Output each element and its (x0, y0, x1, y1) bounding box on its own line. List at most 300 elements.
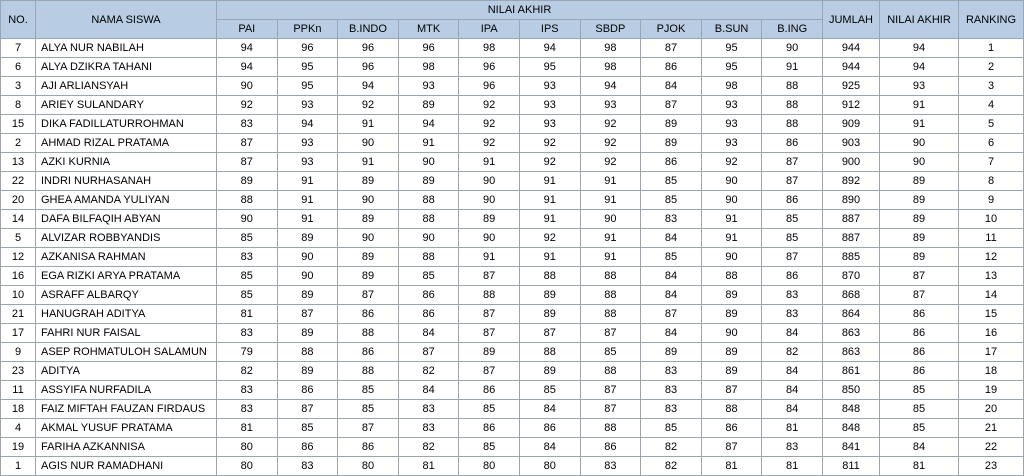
cell-nilai-sbdp: 85 (580, 343, 641, 362)
cell-no: 18 (1, 400, 36, 419)
cell-nilai-b-indo: 86 (338, 438, 399, 457)
cell-nilai-ips: 91 (519, 172, 580, 191)
cell-ranking: 13 (959, 267, 1024, 286)
cell-nilai-ipa: 92 (459, 134, 520, 153)
cell-no: 12 (1, 248, 36, 267)
cell-nilai-pjok: 89 (641, 134, 702, 153)
cell-jumlah: 887 (823, 210, 880, 229)
cell-no: 8 (1, 96, 36, 115)
cell-nilai-b-sun: 90 (701, 248, 762, 267)
cell-nilai-b-indo: 87 (338, 419, 399, 438)
cell-nilai-akhir: 90 (880, 153, 959, 172)
cell-jumlah: 944 (823, 58, 880, 77)
header-nilai-akhir-group: NILAI AKHIR (217, 1, 823, 20)
cell-no: 2 (1, 134, 36, 153)
cell-nilai-pai: 83 (217, 324, 278, 343)
cell-nilai-pai: 83 (217, 248, 278, 267)
cell-nama-siswa: HANUGRAH ADITYA (36, 305, 217, 324)
cell-ranking: 23 (959, 457, 1024, 476)
cell-ranking: 4 (959, 96, 1024, 115)
cell-nilai-mtk: 88 (398, 210, 459, 229)
cell-nilai-pai: 80 (217, 438, 278, 457)
cell-nilai-pjok: 83 (641, 400, 702, 419)
cell-nilai-sbdp: 91 (580, 229, 641, 248)
cell-nilai-mtk: 83 (398, 419, 459, 438)
cell-nilai-pai: 94 (217, 39, 278, 58)
cell-no: 13 (1, 153, 36, 172)
cell-nilai-ppkn: 93 (277, 134, 338, 153)
header-subject-bing: B.ING (762, 20, 823, 39)
cell-ranking: 17 (959, 343, 1024, 362)
cell-nilai-ppkn: 89 (277, 324, 338, 343)
header-subject-bindo: B.INDO (338, 20, 399, 39)
cell-no: 23 (1, 362, 36, 381)
cell-nilai-ipa: 92 (459, 96, 520, 115)
cell-nilai-sbdp: 98 (580, 58, 641, 77)
table-row (1, 248, 1024, 267)
cell-nilai-b-sun: 98 (701, 77, 762, 96)
cell-nilai-b-sun: 81 (701, 457, 762, 476)
cell-no: 21 (1, 305, 36, 324)
cell-nilai-pjok: 83 (641, 362, 702, 381)
cell-ranking: 16 (959, 324, 1024, 343)
cell-nilai-akhir: 91 (880, 96, 959, 115)
table-row (1, 229, 1024, 248)
cell-nilai-b-indo: 96 (338, 39, 399, 58)
cell-no: 7 (1, 39, 36, 58)
cell-nilai-ips: 95 (519, 58, 580, 77)
cell-nilai-b-sun: 90 (701, 172, 762, 191)
cell-nilai-akhir: 91 (880, 115, 959, 134)
cell-nilai-ips: 88 (519, 267, 580, 286)
cell-nilai-pai: 80 (217, 457, 278, 476)
header-subject-bsun: B.SUN (701, 20, 762, 39)
cell-nilai-b-indo: 80 (338, 457, 399, 476)
cell-ranking: 6 (959, 134, 1024, 153)
cell-nilai-ipa: 87 (459, 305, 520, 324)
cell-nilai-pjok: 84 (641, 267, 702, 286)
cell-nilai-b-indo: 91 (338, 153, 399, 172)
table-row (1, 400, 1024, 419)
cell-nilai-ppkn: 89 (277, 362, 338, 381)
cell-nilai-b-indo: 90 (338, 229, 399, 248)
cell-nilai-ipa: 90 (459, 229, 520, 248)
cell-no: 1 (1, 457, 36, 476)
cell-ranking: 8 (959, 172, 1024, 191)
cell-no: 3 (1, 77, 36, 96)
header-ranking: RANKING (959, 1, 1024, 39)
cell-nilai-b-ing: 84 (762, 400, 823, 419)
cell-nama-siswa: GHEA AMANDA YULIYAN (36, 191, 217, 210)
cell-nama-siswa: ARIEY SULANDARY (36, 96, 217, 115)
table-row (1, 153, 1024, 172)
cell-nilai-akhir: 86 (880, 362, 959, 381)
table-row (1, 343, 1024, 362)
header-nama-siswa: NAMA SISWA (36, 1, 217, 39)
header-subject-pai: PAI (217, 20, 278, 39)
cell-nilai-b-indo: 89 (338, 172, 399, 191)
cell-nilai-b-ing: 88 (762, 77, 823, 96)
cell-nilai-b-sun: 88 (701, 267, 762, 286)
cell-nilai-ipa: 88 (459, 286, 520, 305)
cell-nilai-b-indo: 94 (338, 77, 399, 96)
cell-nilai-pjok: 89 (641, 343, 702, 362)
cell-no: 20 (1, 191, 36, 210)
cell-nilai-ipa: 80 (459, 457, 520, 476)
cell-nilai-b-sun: 92 (701, 153, 762, 172)
cell-nilai-b-ing: 84 (762, 362, 823, 381)
cell-no: 6 (1, 58, 36, 77)
cell-nama-siswa: DIKA FADILLATURROHMAN (36, 115, 217, 134)
cell-nilai-ppkn: 91 (277, 172, 338, 191)
cell-nilai-akhir: 84 (880, 438, 959, 457)
cell-nilai-akhir: 85 (880, 400, 959, 419)
cell-nilai-ips: 89 (519, 362, 580, 381)
cell-nilai-pai: 90 (217, 77, 278, 96)
table-body (1, 39, 1024, 476)
cell-nilai-sbdp: 87 (580, 400, 641, 419)
cell-jumlah: 841 (823, 438, 880, 457)
cell-nilai-pjok: 83 (641, 381, 702, 400)
cell-nilai-ppkn: 90 (277, 248, 338, 267)
cell-nilai-b-ing: 87 (762, 248, 823, 267)
cell-nilai-ppkn: 87 (277, 305, 338, 324)
header-subject-sbdp: SBDP (580, 20, 641, 39)
cell-no: 14 (1, 210, 36, 229)
cell-no: 5 (1, 229, 36, 248)
cell-nilai-pjok: 85 (641, 419, 702, 438)
cell-nilai-pjok: 84 (641, 286, 702, 305)
cell-nilai-mtk: 89 (398, 172, 459, 191)
cell-nilai-b-indo: 86 (338, 343, 399, 362)
cell-nilai-pai: 87 (217, 153, 278, 172)
cell-nilai-mtk: 82 (398, 438, 459, 457)
cell-nilai-ppkn: 96 (277, 39, 338, 58)
cell-nilai-ips: 91 (519, 248, 580, 267)
cell-ranking: 3 (959, 77, 1024, 96)
cell-nilai-pjok: 85 (641, 191, 702, 210)
cell-nilai-mtk: 90 (398, 153, 459, 172)
cell-nama-siswa: AJI ARLIANSYAH (36, 77, 217, 96)
cell-nilai-pai: 83 (217, 381, 278, 400)
table-row (1, 77, 1024, 96)
cell-nilai-ips: 84 (519, 438, 580, 457)
cell-no: 4 (1, 419, 36, 438)
cell-nilai-pjok: 86 (641, 153, 702, 172)
cell-nilai-b-sun: 93 (701, 115, 762, 134)
cell-nilai-ppkn: 95 (277, 58, 338, 77)
cell-nilai-sbdp: 92 (580, 115, 641, 134)
cell-nilai-pjok: 89 (641, 115, 702, 134)
cell-nilai-akhir: 87 (880, 267, 959, 286)
cell-nama-siswa: INDRI NURHASANAH (36, 172, 217, 191)
cell-nilai-pai: 83 (217, 115, 278, 134)
cell-nilai-b-ing: 81 (762, 457, 823, 476)
cell-ranking: 1 (959, 39, 1024, 58)
cell-nilai-mtk: 89 (398, 96, 459, 115)
cell-nilai-ipa: 96 (459, 58, 520, 77)
cell-nilai-ppkn: 91 (277, 210, 338, 229)
cell-nilai-mtk: 91 (398, 134, 459, 153)
cell-ranking: 18 (959, 362, 1024, 381)
cell-nilai-pai: 85 (217, 286, 278, 305)
cell-nilai-ppkn: 95 (277, 77, 338, 96)
cell-nilai-mtk: 81 (398, 457, 459, 476)
cell-nilai-b-sun: 90 (701, 191, 762, 210)
cell-nilai-b-ing: 88 (762, 96, 823, 115)
cell-nilai-b-ing: 83 (762, 305, 823, 324)
cell-ranking: 10 (959, 210, 1024, 229)
cell-jumlah: 944 (823, 39, 880, 58)
cell-jumlah: 892 (823, 172, 880, 191)
cell-nilai-sbdp: 90 (580, 210, 641, 229)
cell-nilai-sbdp: 88 (580, 362, 641, 381)
cell-nilai-sbdp: 94 (580, 77, 641, 96)
cell-nilai-pjok: 84 (641, 77, 702, 96)
cell-nilai-akhir: 94 (880, 58, 959, 77)
cell-nilai-mtk: 87 (398, 343, 459, 362)
cell-jumlah: 887 (823, 229, 880, 248)
cell-nama-siswa: ASSYIFA NURFADILA (36, 381, 217, 400)
cell-nilai-ppkn: 93 (277, 96, 338, 115)
table-row (1, 134, 1024, 153)
cell-nilai-b-sun: 87 (701, 438, 762, 457)
cell-nilai-sbdp: 86 (580, 438, 641, 457)
cell-jumlah: 848 (823, 419, 880, 438)
cell-nilai-pai: 82 (217, 362, 278, 381)
cell-nilai-mtk: 90 (398, 229, 459, 248)
cell-nilai-b-sun: 90 (701, 324, 762, 343)
cell-nilai-b-ing: 88 (762, 115, 823, 134)
cell-nilai-ips: 92 (519, 153, 580, 172)
cell-nilai-sbdp: 88 (580, 305, 641, 324)
cell-nilai-ips: 88 (519, 343, 580, 362)
cell-nilai-b-indo: 90 (338, 191, 399, 210)
header-subject-pjok: PJOK (641, 20, 702, 39)
cell-nilai-mtk: 86 (398, 305, 459, 324)
cell-nilai-b-indo: 96 (338, 58, 399, 77)
cell-nilai-b-indo: 92 (338, 96, 399, 115)
cell-nilai-ipa: 85 (459, 438, 520, 457)
table-row (1, 362, 1024, 381)
table-header (1, 1, 1024, 39)
cell-nilai-ppkn: 86 (277, 438, 338, 457)
cell-ranking: 2 (959, 58, 1024, 77)
cell-nilai-b-ing: 87 (762, 153, 823, 172)
table-row (1, 324, 1024, 343)
cell-nilai-b-ing: 84 (762, 324, 823, 343)
cell-nilai-akhir: 89 (880, 229, 959, 248)
cell-nilai-pjok: 84 (641, 229, 702, 248)
cell-no: 15 (1, 115, 36, 134)
cell-nilai-ips: 93 (519, 96, 580, 115)
cell-nilai-ipa: 87 (459, 267, 520, 286)
cell-nilai-akhir: 89 (880, 172, 959, 191)
header-subject-mtk: MTK (398, 20, 459, 39)
cell-nilai-b-sun: 88 (701, 400, 762, 419)
cell-jumlah: 863 (823, 324, 880, 343)
cell-no: 10 (1, 286, 36, 305)
cell-nilai-b-ing: 83 (762, 438, 823, 457)
cell-nilai-pai: 88 (217, 191, 278, 210)
cell-nilai-b-sun: 93 (701, 96, 762, 115)
cell-nilai-sbdp: 91 (580, 191, 641, 210)
cell-nilai-pai: 92 (217, 96, 278, 115)
cell-jumlah: 870 (823, 267, 880, 286)
cell-nilai-ipa: 89 (459, 343, 520, 362)
cell-nama-siswa: FARIHA AZKANNISA (36, 438, 217, 457)
cell-nilai-b-ing: 90 (762, 39, 823, 58)
cell-nilai-pai: 94 (217, 58, 278, 77)
cell-nama-siswa: EGA RIZKI ARYA PRATAMA (36, 267, 217, 286)
cell-nilai-akhir: 86 (880, 305, 959, 324)
cell-nilai-b-ing: 86 (762, 134, 823, 153)
cell-nama-siswa: DAFA BILFAQIH ABYAN (36, 210, 217, 229)
cell-ranking: 12 (959, 248, 1024, 267)
cell-nilai-ips: 92 (519, 229, 580, 248)
cell-nilai-sbdp: 93 (580, 96, 641, 115)
cell-nilai-akhir: 81 (880, 457, 959, 476)
cell-nilai-sbdp: 83 (580, 457, 641, 476)
cell-no: 16 (1, 267, 36, 286)
cell-nilai-b-ing: 86 (762, 191, 823, 210)
cell-nama-siswa: AKMAL YUSUF PRATAMA (36, 419, 217, 438)
cell-nilai-b-indo: 87 (338, 286, 399, 305)
cell-nilai-pai: 90 (217, 210, 278, 229)
cell-jumlah: 900 (823, 153, 880, 172)
cell-nilai-pai: 81 (217, 305, 278, 324)
cell-nilai-b-ing: 85 (762, 210, 823, 229)
cell-nilai-pai: 79 (217, 343, 278, 362)
cell-nilai-ips: 93 (519, 77, 580, 96)
cell-nilai-sbdp: 87 (580, 381, 641, 400)
cell-nilai-mtk: 93 (398, 77, 459, 96)
cell-no: 9 (1, 343, 36, 362)
cell-jumlah: 868 (823, 286, 880, 305)
cell-nilai-pjok: 86 (641, 58, 702, 77)
cell-nilai-ips: 84 (519, 400, 580, 419)
cell-nilai-mtk: 82 (398, 362, 459, 381)
cell-nilai-mtk: 85 (398, 267, 459, 286)
table-row (1, 286, 1024, 305)
cell-jumlah: 912 (823, 96, 880, 115)
cell-nama-siswa: ALYA NUR NABILAH (36, 39, 217, 58)
cell-nilai-b-sun: 86 (701, 419, 762, 438)
cell-nilai-mtk: 86 (398, 286, 459, 305)
cell-nilai-mtk: 88 (398, 248, 459, 267)
cell-nilai-b-ing: 91 (762, 58, 823, 77)
header-jumlah: JUMLAH (823, 1, 880, 39)
cell-nilai-pjok: 87 (641, 96, 702, 115)
cell-nilai-ipa: 96 (459, 77, 520, 96)
table-row (1, 58, 1024, 77)
cell-ranking: 19 (959, 381, 1024, 400)
cell-nilai-b-indo: 90 (338, 134, 399, 153)
cell-no: 11 (1, 381, 36, 400)
cell-nilai-b-sun: 89 (701, 286, 762, 305)
table-row (1, 115, 1024, 134)
cell-nilai-ips: 87 (519, 324, 580, 343)
cell-nilai-ipa: 91 (459, 248, 520, 267)
cell-nilai-b-sun: 89 (701, 343, 762, 362)
cell-jumlah: 903 (823, 134, 880, 153)
cell-nilai-ppkn: 89 (277, 229, 338, 248)
header-row-top (1, 1, 1024, 20)
cell-jumlah: 864 (823, 305, 880, 324)
cell-ranking: 11 (959, 229, 1024, 248)
cell-nilai-mtk: 84 (398, 324, 459, 343)
cell-jumlah: 850 (823, 381, 880, 400)
cell-nilai-ips: 91 (519, 210, 580, 229)
cell-nilai-pjok: 85 (641, 248, 702, 267)
cell-nilai-akhir: 89 (880, 191, 959, 210)
cell-nilai-ips: 80 (519, 457, 580, 476)
cell-nilai-akhir: 86 (880, 324, 959, 343)
cell-nilai-akhir: 87 (880, 286, 959, 305)
cell-nilai-ipa: 89 (459, 210, 520, 229)
cell-jumlah: 909 (823, 115, 880, 134)
cell-jumlah: 885 (823, 248, 880, 267)
cell-nilai-pjok: 83 (641, 210, 702, 229)
cell-nilai-b-ing: 86 (762, 267, 823, 286)
cell-nilai-b-ing: 81 (762, 419, 823, 438)
cell-nilai-ipa: 90 (459, 191, 520, 210)
cell-nilai-akhir: 93 (880, 77, 959, 96)
cell-nilai-b-indo: 86 (338, 305, 399, 324)
table-row (1, 457, 1024, 476)
cell-ranking: 5 (959, 115, 1024, 134)
cell-nilai-ipa: 86 (459, 381, 520, 400)
cell-nilai-b-indo: 85 (338, 381, 399, 400)
cell-nilai-ppkn: 85 (277, 419, 338, 438)
cell-nilai-sbdp: 88 (580, 419, 641, 438)
table-row (1, 381, 1024, 400)
cell-nilai-ppkn: 90 (277, 267, 338, 286)
cell-nilai-pai: 81 (217, 419, 278, 438)
cell-ranking: 7 (959, 153, 1024, 172)
cell-nilai-ipa: 87 (459, 362, 520, 381)
header-nilai-akhir: NILAI AKHIR (880, 1, 959, 39)
cell-nilai-pjok: 82 (641, 457, 702, 476)
cell-nilai-akhir: 89 (880, 210, 959, 229)
cell-nilai-akhir: 89 (880, 248, 959, 267)
cell-nilai-b-ing: 83 (762, 286, 823, 305)
cell-nilai-ipa: 87 (459, 324, 520, 343)
cell-nilai-ppkn: 94 (277, 115, 338, 134)
table-row (1, 172, 1024, 191)
cell-jumlah: 848 (823, 400, 880, 419)
cell-nilai-ips: 85 (519, 381, 580, 400)
cell-nilai-b-sun: 91 (701, 229, 762, 248)
cell-nilai-pjok: 87 (641, 39, 702, 58)
cell-nilai-mtk: 98 (398, 58, 459, 77)
cell-nilai-b-ing: 85 (762, 229, 823, 248)
cell-nilai-ips: 86 (519, 419, 580, 438)
cell-nilai-sbdp: 88 (580, 286, 641, 305)
cell-nilai-mtk: 88 (398, 191, 459, 210)
cell-nilai-b-indo: 89 (338, 210, 399, 229)
cell-nilai-akhir: 85 (880, 381, 959, 400)
table-row (1, 191, 1024, 210)
cell-nilai-b-indo: 89 (338, 267, 399, 286)
table-row (1, 39, 1024, 58)
cell-nilai-ips: 93 (519, 115, 580, 134)
cell-nilai-ppkn: 83 (277, 457, 338, 476)
cell-nilai-b-sun: 89 (701, 362, 762, 381)
cell-nilai-ips: 89 (519, 286, 580, 305)
cell-nilai-b-indo: 85 (338, 400, 399, 419)
header-subject-ppkn: PPKn (277, 20, 338, 39)
